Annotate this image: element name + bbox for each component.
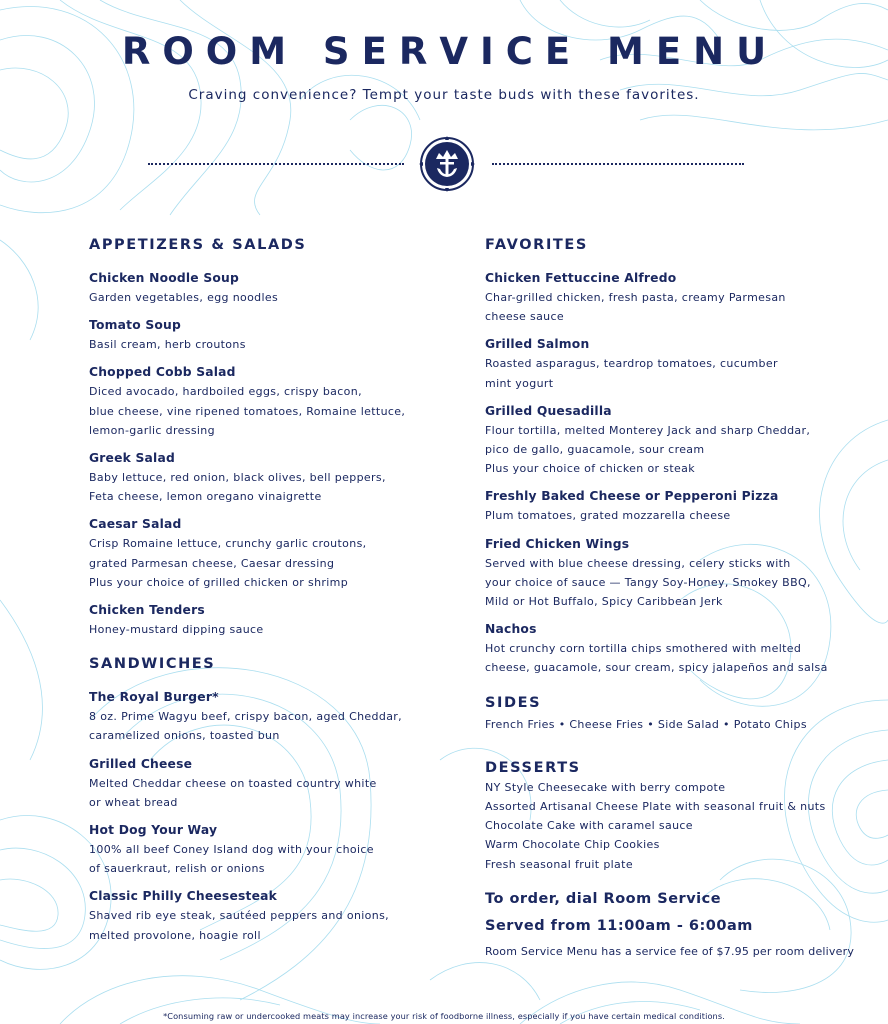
sides-section-title: SIDES [485,694,542,711]
page-title: ROOM SERVICE MENU [121,30,779,73]
menu-item-description: or wheat bread [89,795,178,809]
desserts-section-title: DESSERTS [485,759,581,776]
menu-item [89,601,429,639]
menu-item-name: Grilled Salmon [485,337,590,352]
left-column [89,235,429,954]
crown-anchor-logo-icon [418,135,476,193]
menu-item-description: Char-grilled chicken, fresh pasta, creamy Parmesan [485,291,786,304]
menu-item [89,363,429,440]
menu-item-description: blue cheese, vine ripened tomatoes, Romaine lettuce, [89,404,406,418]
menu-item-name: Chicken Noodle Soup [89,271,239,285]
dessert-item: NY Style Cheesecake with berry compote [485,780,726,794]
order-info [485,886,885,962]
menu-item [485,535,885,612]
menu-item [485,620,885,677]
menu-item-description: Crisp Romaine lettuce, crunchy garlic croutons, [89,537,367,551]
menu-item-description: Plum tomatoes, grated mozzarella cheese [485,509,731,523]
dotted-divider-left [148,163,404,165]
menu-item-description: Shaved rib eye steak, sautéed peppers and onions, [89,909,389,923]
menu-item-description: melted provolone, hoagie roll [89,928,261,942]
menu-item-description: Basil cream, herb croutons [89,338,246,352]
menu-item [89,449,429,506]
menu-item [89,821,429,878]
sandwiches-section-title: SANDWICHES [89,656,216,673]
menu-item-name: Chopped Cobb Salad [89,365,236,380]
menu-item-name: Greek Salad [89,451,175,466]
menu-item-description: of sauerkraut, relish or onions [89,862,265,876]
menu-item [89,515,429,592]
menu-item [89,688,429,745]
menu-item [89,316,429,354]
menu-item [485,335,885,392]
menu-item-description: Served with blue cheese dressing, celery sticks with [485,556,791,570]
menu-item-description: Plus your choice of grilled chicken or shrimp [89,575,349,589]
favorites-section-title: FAVORITES [485,237,588,253]
menu-item-name: Chicken Fettuccine Alfredo [485,271,677,285]
menu-item-name: Grilled Cheese [89,756,193,771]
menu-item-name: Freshly Baked Cheese or Pepperoni Pizza [485,489,779,504]
menu-item-description: cheese, guacamole, sour cream, spicy jalapeños and salsa [485,661,828,675]
footnote: *Consuming raw or undercooked meats may increase your risk of foodborne illness, especially if you have certain medical conditions. [163,1011,725,1021]
menu-item-description: your choice of sauce — Tangy Soy-Honey, Smokey BBQ, [485,575,811,589]
dessert-item: Chocolate Cake with caramel sauce [485,819,693,833]
order-hours-line: Served from 11:00am - 6:00am [485,917,753,934]
sandwiches-list [89,688,429,945]
menu-item-description: Roasted asparagus, teardrop tomatoes, cucumber [485,357,778,371]
dessert-item: Warm Chocolate Chip Cookies [485,838,660,852]
dessert-item: Fresh seasonal fruit plate [485,857,633,871]
menu-item-description: Feta cheese, lemon oregano vinaigrette [89,490,322,504]
menu-item [89,887,429,944]
menu-item-name: Caesar Salad [89,517,182,532]
menu-item-description: caramelized onions, toasted bun [89,729,280,743]
menu-item [485,487,885,525]
menu-item-name: Fried Chicken Wings [485,536,630,551]
menu-item-description: Melted Cheddar cheese on toasted country white [89,776,377,790]
order-phone-line: To order, dial Room Service [485,890,722,907]
menu-item-description: Honey-mustard dipping sauce [89,623,264,637]
menu-item-name: Grilled Quesadilla [485,403,612,418]
menu-item-description: mint yogurt [485,376,554,390]
menu-item-description: Flour tortilla, melted Monterey Jack and sharp Cheddar, [485,423,811,437]
menu-item-description: Diced avocado, hardboiled eggs, crispy bacon, [89,385,362,399]
desserts-list [485,778,885,874]
right-column [485,235,885,962]
favorites-list [485,269,885,678]
menu-item-name: Chicken Tenders [89,603,205,618]
appetizers-list [89,269,429,639]
menu-item-description: Hot crunchy corn tortilla chips smothered with melted [485,642,802,656]
menu-item-description: cheese sauce [485,310,565,324]
menu-item-description: grated Parmesan cheese, Caesar dressing [89,556,335,570]
menu-item-description: Garden vegetables, egg noodles [89,291,279,304]
menu-item-description: Mild or Hot Buffalo, Spicy Caribbean Jerk [485,595,723,609]
tagline: Craving convenience? Tempt your taste buds with these favorites. [188,87,700,103]
menu-item-description: Plus your choice of chicken or steak [485,462,695,476]
menu-item-description: Baby lettuce, red onion, black olives, bell peppers, [89,471,386,485]
menu-item-name: Classic Philly Cheesesteak [89,889,278,904]
menu-item-description: 100% all beef Coney Island dog with your choice [89,843,374,857]
sides-line: French Fries • Cheese Fries • Side Salad • Potato Chips [485,717,807,731]
menu-item-description: lemon-garlic dressing [89,423,215,437]
service-fee-note: Room Service Menu has a service fee of $7.95 per room delivery [485,944,855,958]
menu-item [485,402,885,479]
appetizers-section-title: APPETIZERS & SALADS [89,237,307,253]
menu-item [485,269,885,326]
dotted-divider-right [492,163,744,165]
menu-item-name: Tomato Soup [89,318,181,333]
menu-item [89,269,429,307]
menu-item-name: The Royal Burger* [89,690,219,705]
menu-item-description: 8 oz. Prime Wagyu beef, crispy bacon, aged Cheddar, [89,710,403,724]
menu-item-description: pico de gallo, guacamole, sour cream [485,443,705,457]
dessert-item: Assorted Artisanal Cheese Plate with seasonal fruit & nuts [485,800,826,814]
menu-item-name: Nachos [485,622,537,637]
menu-item [89,755,429,812]
menu-item-name: Hot Dog Your Way [89,823,218,838]
